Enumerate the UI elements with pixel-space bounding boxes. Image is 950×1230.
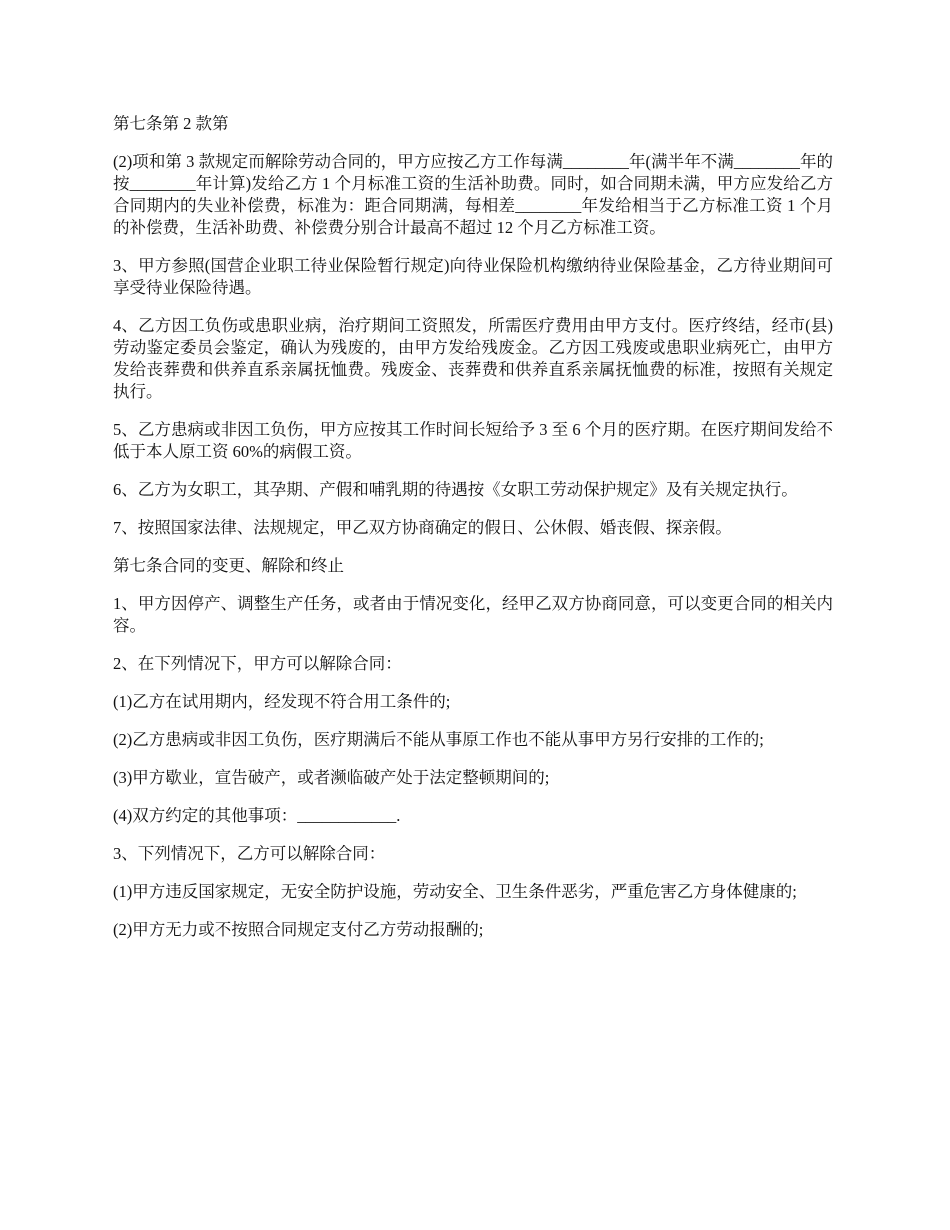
list-item-probation: (1)乙方在试用期内，经发现不符合用工条件的; — [113, 692, 451, 711]
section-heading-contract-change: 第七条合同的变更、解除和终止 — [113, 556, 344, 575]
list-item-payment: (2)甲方无力或不按照合同规定支付乙方劳动报酬的; — [113, 920, 484, 939]
paragraph-sick-leave: 5、乙方患病或非因工负伤，甲方应按其工作时间长短给予 3 至 6 个月的医疗期。在医疗期间发给不低于本人原工资 60%的病假工资。 — [113, 420, 833, 461]
list-item-other-matters: (4)双方约定的其他事项：____________. — [113, 806, 401, 825]
list-item-safety: (1)甲方违反国家规定，无安全防护设施，劳动安全、卫生条件恶劣，严重危害乙方身体健康的; — [113, 882, 797, 901]
paragraph-employee-termination: 3、下列情况下，乙方可以解除合同： — [113, 844, 386, 863]
paragraph-unemployment-insurance: 3、甲方参照(国营企业职工待业保险暂行规定)向待业保险机构缴纳待业保险基金，乙方待业期间可享受待业保险待遇。 — [113, 256, 833, 297]
paragraph-article7-clause2-heading: 第七条第 2 款第 — [113, 114, 229, 133]
paragraph-subsidy-terms: (2)项和第 3 款规定而解除劳动合同的，甲方应按乙方工作每满________年(满半年不满________年的按________年计算)发给乙方 1 个月标准工资的生活补助费。同时，如合同期未满，甲方应发给乙方合同期内的失业补偿费，标准为：距合同期满，每相差________年发给相当于乙方标准工资 1 个月的补偿费，生活补助费、补偿费分别合计最高不超过 12 个月乙方标准工资。 — [113, 152, 834, 237]
list-item-bankruptcy: (3)甲方歇业，宣告破产，或者濒临破产处于法定整顿期间的; — [113, 768, 550, 787]
paragraph-female-worker: 6、乙方为女职工，其孕期、产假和哺乳期的待遇按《女职工劳动保护规定》及有关规定执行。 — [113, 480, 798, 499]
document-body — [113, 113, 833, 957]
paragraph-employer-termination: 2、在下列情况下，甲方可以解除合同： — [113, 654, 402, 673]
paragraph-work-injury: 4、乙方因工负伤或患职业病，治疗期间工资照发，所需医疗费用由甲方支付。医疗终结，经市(县)劳动鉴定委员会鉴定，确认为残废的，由甲方发给残废金。乙方因工残废或患职业病死亡，由甲方发给丧葬费和供养直系亲属抚恤费。残废金、丧葬费和供养直系亲属抚恤费的标准，按照有关规定执行。 — [113, 316, 833, 401]
paragraph-contract-modification: 1、甲方因停产、调整生产任务，或者由于情况变化，经甲乙双方协商同意，可以变更合同的相关内容。 — [113, 594, 833, 635]
paragraph-holidays: 7、按照国家法律、法规规定，甲乙双方协商确定的假日、公休假、婚丧假、探亲假。 — [113, 518, 732, 537]
list-item-illness: (2)乙方患病或非因工负伤，医疗期满后不能从事原工作也不能从事甲方另行安排的工作的; — [113, 730, 764, 749]
